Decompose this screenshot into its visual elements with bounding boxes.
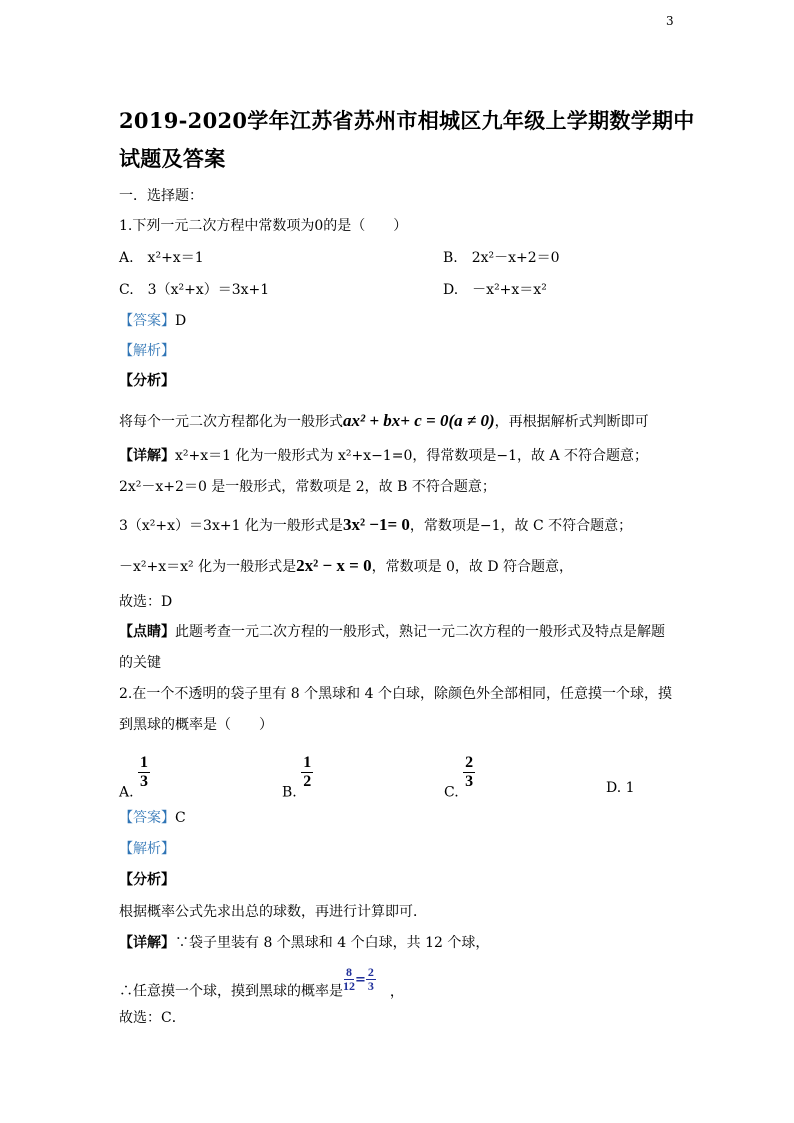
- q2-fenxi-label: 【分析】: [119, 872, 175, 888]
- text: ，常数项是 0，故 D 符合题意，: [371, 559, 574, 575]
- answer-label: 【答案】: [119, 810, 175, 826]
- text: ∴任意摸一个球，摸到黑球的概率是: [119, 983, 343, 1000]
- q1-option-c: C. 3（x²+x）＝3x+1: [119, 282, 270, 298]
- text: 此题考查一元二次方程的一般形式，熟记一元二次方程的一般形式及特点是解题: [175, 624, 665, 640]
- q2-detail-2: [119, 966, 404, 1001]
- fraction: [138, 754, 150, 791]
- fraction: [366, 966, 376, 993]
- text: 3（x²+x）＝3x+1 化为一般形式是: [119, 518, 343, 534]
- option-letter: D.: [606, 780, 622, 796]
- answer-value: C: [175, 810, 186, 826]
- text: x²+x＝1 化为一般形式为 x²+x−1=0，得常数项是−1，故 A 不符合题意；: [175, 448, 648, 464]
- q2-fenxi: 根据概率公式先求出总的球数，再进行计算即可．: [119, 904, 427, 920]
- q2-stem-1: 2.在一个不透明的袋子里有 8 个黑球和 4 个白球，除颜色外全部相同，任意摸一个球，摸: [119, 686, 672, 702]
- q2-option-d: [606, 779, 635, 797]
- q2-stem-2: 到黑球的概率是（ ）: [119, 717, 273, 733]
- q1-choose: 故选：D: [119, 594, 173, 610]
- option-value: 1: [625, 780, 635, 796]
- q2-answer: [119, 809, 186, 827]
- q1-detail-2: 2x²－x+2＝0 是一般形式，常数项是 2，故 B 不符合题意；: [119, 479, 496, 495]
- numerator: 1: [140, 754, 149, 771]
- q1-fenxi: [119, 412, 649, 431]
- denominator: 3: [140, 773, 149, 790]
- option-letter: A.: [119, 784, 134, 801]
- q2-option-b: [282, 754, 313, 802]
- q1-analysis-label: 【解析】: [119, 343, 175, 359]
- q1-detail-3: [119, 516, 632, 535]
- q1-option-d: D. －x²+x＝x²: [443, 282, 547, 298]
- section-heading: 一．选择题：: [119, 188, 203, 204]
- formula: 3x² −1= 0: [342, 515, 410, 534]
- detail-label: 【详解】: [119, 448, 175, 464]
- numerator: 2: [367, 965, 374, 979]
- q1-comment: [119, 623, 665, 641]
- numerator: 2: [465, 754, 474, 771]
- text: ，再根据解析式判断即可: [494, 414, 649, 430]
- text: ，: [389, 983, 404, 1000]
- text: －x²+x＝x² 化为一般形式是: [119, 559, 297, 575]
- q1-answer: [119, 312, 186, 330]
- comment-label: 【点睛】: [119, 624, 175, 640]
- answer-label: 【答案】: [119, 313, 175, 329]
- denominator: 3: [465, 773, 474, 790]
- text: ，常数项是−1，故 C 不符合题意；: [409, 518, 633, 534]
- q1-fenxi-label: 【分析】: [119, 373, 175, 389]
- fraction: [343, 966, 355, 993]
- q1-option-b: B. 2x²－x+2＝0: [443, 250, 560, 266]
- q1-comment-2: 的关键: [119, 655, 161, 671]
- q2-analysis-label: 【解析】: [119, 841, 175, 857]
- option-letter: B.: [282, 784, 297, 801]
- doc-title-line2: 试题及答案: [119, 146, 226, 171]
- formula: ax² + bx+ c = 0(a ≠ 0): [343, 411, 495, 430]
- fraction: [463, 754, 475, 791]
- formula: 2x² − x = 0: [296, 556, 372, 575]
- page-number: 3: [666, 14, 674, 28]
- answer-value: D: [175, 313, 187, 329]
- q2-choose: 故选：C．: [119, 1010, 186, 1026]
- q1-detail-4: [119, 557, 573, 576]
- denominator: 2: [303, 773, 312, 790]
- q1-option-a: A. x²+x＝1: [119, 250, 204, 266]
- option-letter: C.: [444, 784, 459, 801]
- fraction: [301, 754, 313, 791]
- text: 将每个一元二次方程都化为一般形式: [119, 414, 343, 430]
- text: ∵袋子里装有 8 个黑球和 4 个白球，共 12 个球，: [175, 935, 490, 951]
- q1-detail-1: [119, 447, 648, 465]
- numerator: 8: [346, 965, 352, 979]
- q2-detail-1: [119, 934, 489, 952]
- denominator: 3: [367, 979, 374, 993]
- q2-option-c: [444, 754, 475, 802]
- denominator: 12: [343, 979, 355, 993]
- q2-option-a: [119, 754, 150, 802]
- detail-label: 【详解】: [119, 935, 175, 951]
- q1-stem: 1.下列一元二次方程中常数项为0的是（ ）: [119, 218, 408, 234]
- equals: =: [355, 972, 366, 988]
- doc-title-line1: 2019-2020学年江苏省苏州市相城区九年级上学期数学期中: [119, 108, 695, 133]
- numerator: 1: [303, 754, 312, 771]
